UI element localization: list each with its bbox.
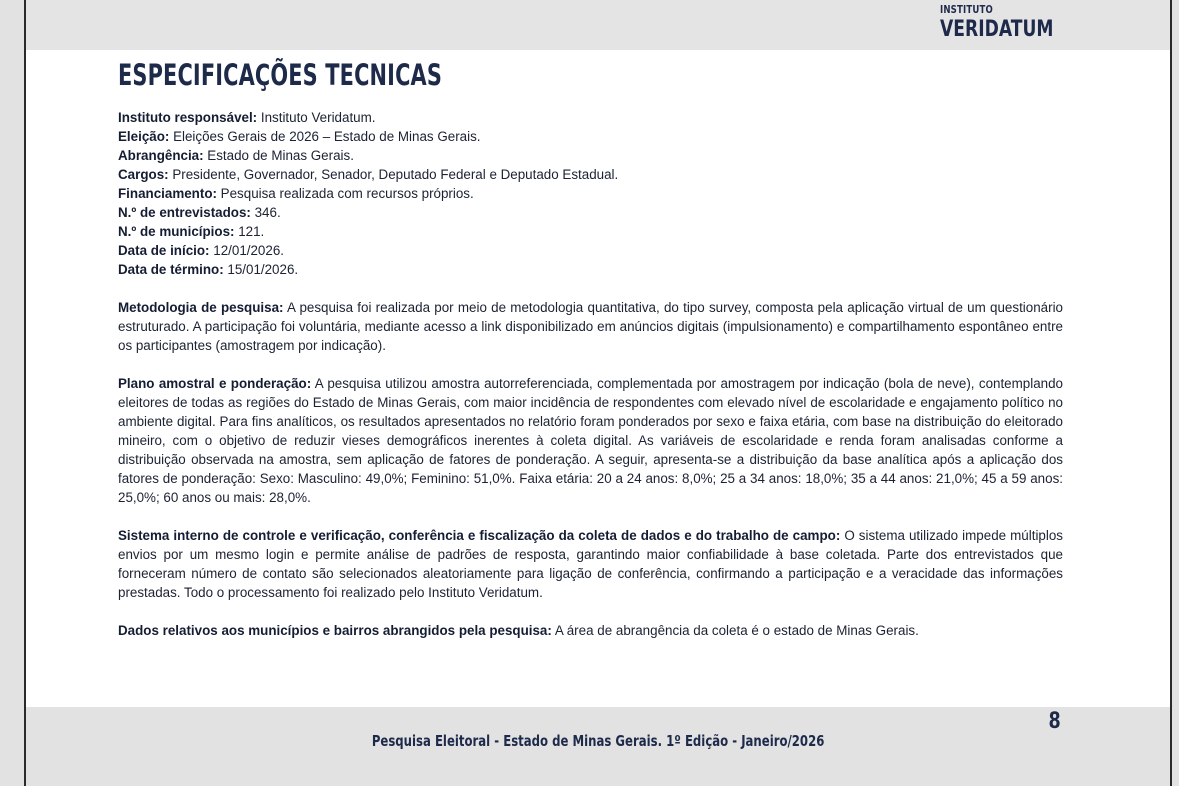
spec-value: 121. (234, 224, 265, 239)
spec-label: Abrangência: (118, 148, 204, 163)
section-text: A área de abrangência da coleta é o estado de Minas Gerais. (551, 623, 919, 638)
spec-item (118, 203, 1063, 222)
section-label: Plano amostral e ponderação: (118, 376, 312, 391)
document-page (24, 0, 1172, 786)
specs-list (118, 108, 1063, 279)
section-label: Dados relativos aos municípios e bairros abrangidos pela pesquisa: (118, 623, 552, 638)
page-title: ESPECIFICAÇÕES TECNICAS (118, 58, 443, 92)
spec-value: Instituto Veridatum. (257, 110, 376, 125)
footer-caption-text: Pesquisa Eleitoral - Estado de Minas Gerais. 1º Edição - Janeiro/2026 (371, 732, 825, 750)
brand-logo (940, 4, 1054, 41)
spec-item (118, 260, 1063, 279)
section-text: A pesquisa foi realizada por meio de metodologia quantitativa, do tipo survey, composta pela aplicação virtual de um questionário estruturado. A participação foi voluntária, mediante acesso a link disponibilizado em anúncios digitais (impulsionamento) e compartilhamento espontâneo entre os participantes (amostragem por indicação). (118, 300, 1063, 353)
footer-caption (26, 732, 1170, 750)
spec-label: Data de início: (118, 243, 210, 258)
coverage-paragraph (118, 621, 1063, 640)
spec-item (118, 222, 1063, 241)
sampling-paragraph (118, 374, 1063, 507)
spec-value: Eleições Gerais de 2026 – Estado de Minas Gerais. (169, 129, 481, 144)
section-label: Metodologia de pesquisa: (118, 300, 284, 315)
spec-label: Financiamento: (118, 186, 217, 201)
spec-value: Estado de Minas Gerais. (203, 148, 354, 163)
section-label: Sistema interno de controle e verificação, conferência e fiscalização da coleta de dados e do trabalho de campo: (118, 528, 841, 543)
spec-value: 12/01/2026. (209, 243, 284, 258)
spec-label: Eleição: (118, 129, 170, 144)
methodology-paragraph (118, 298, 1063, 355)
spec-value: Presidente, Governador, Senador, Deputado Federal e Deputado Estadual. (168, 167, 619, 182)
footer-band (26, 707, 1170, 786)
control-system-paragraph (118, 526, 1063, 602)
spec-label: N.º de entrevistados: (118, 205, 251, 220)
spec-label: Data de término: (118, 262, 224, 277)
brand-small: INSTITUTO (940, 3, 994, 16)
header-band (26, 0, 1170, 50)
page-number: 8 (1048, 709, 1061, 734)
brand-name: VERIDATUM (940, 17, 1054, 42)
spec-item (118, 184, 1063, 203)
spec-label: Cargos: (118, 167, 169, 182)
spec-item (118, 165, 1063, 184)
spec-label: Instituto responsável: (118, 110, 258, 125)
spec-value: 346. (250, 205, 281, 220)
page-content (118, 108, 1063, 640)
spec-label: N.º de municípios: (118, 224, 235, 239)
section-text: A pesquisa utilizou amostra autorreferenciada, complementada por amostragem por indicação (bola de neve), contemplando eleitores de todas as regiões do Estado de Minas Gerais, com maior incidência de respondentes com elevado nível de escolaridade e engajamento político no ambiente digital. Para fins analíticos, os resultados apresentados no relatório foram ponderados por sexo e faixa etária, com base na distribuição do eleitorado mineiro, com o objetivo de reduzir vieses demográficos inerentes à coleta digital. As variáveis de escolaridade e renda foram analisadas conforme a distribuição observada na amostra, sem aplicação de fatores de ponderação. A seguir, apresenta-se a distribuição da base analítica após a aplicação dos fatores de ponderação: Sexo: Masculino: 49,0%; Feminino: 51,0%. Faixa etária: 20 a 24 anos: 8,0%; 25 a 34 anos: 18,0%; 35 a 44 anos: 21,0%; 45 a 59 anos: 25,0%; 60 anos ou mais: 28,0%. (118, 376, 1063, 505)
spec-value: Pesquisa realizada com recursos próprios. (216, 186, 474, 201)
spec-item (118, 127, 1063, 146)
spec-item (118, 241, 1063, 260)
section-text: O sistema utilizado impede múltiplos envios por um mesmo login e permite análise de padrões de resposta, garantindo maior confiabilidade à base coletada. Parte dos entrevistados que forneceram número de contato são selecionados aleatoriamente para ligação de conferência, confirmando a participação e a veracidade das informações prestadas. Todo o processamento foi realizado pelo Instituto Veridatum. (118, 528, 1063, 600)
spec-item (118, 146, 1063, 165)
spec-value: 15/01/2026. (223, 262, 299, 277)
spec-item (118, 108, 1063, 127)
